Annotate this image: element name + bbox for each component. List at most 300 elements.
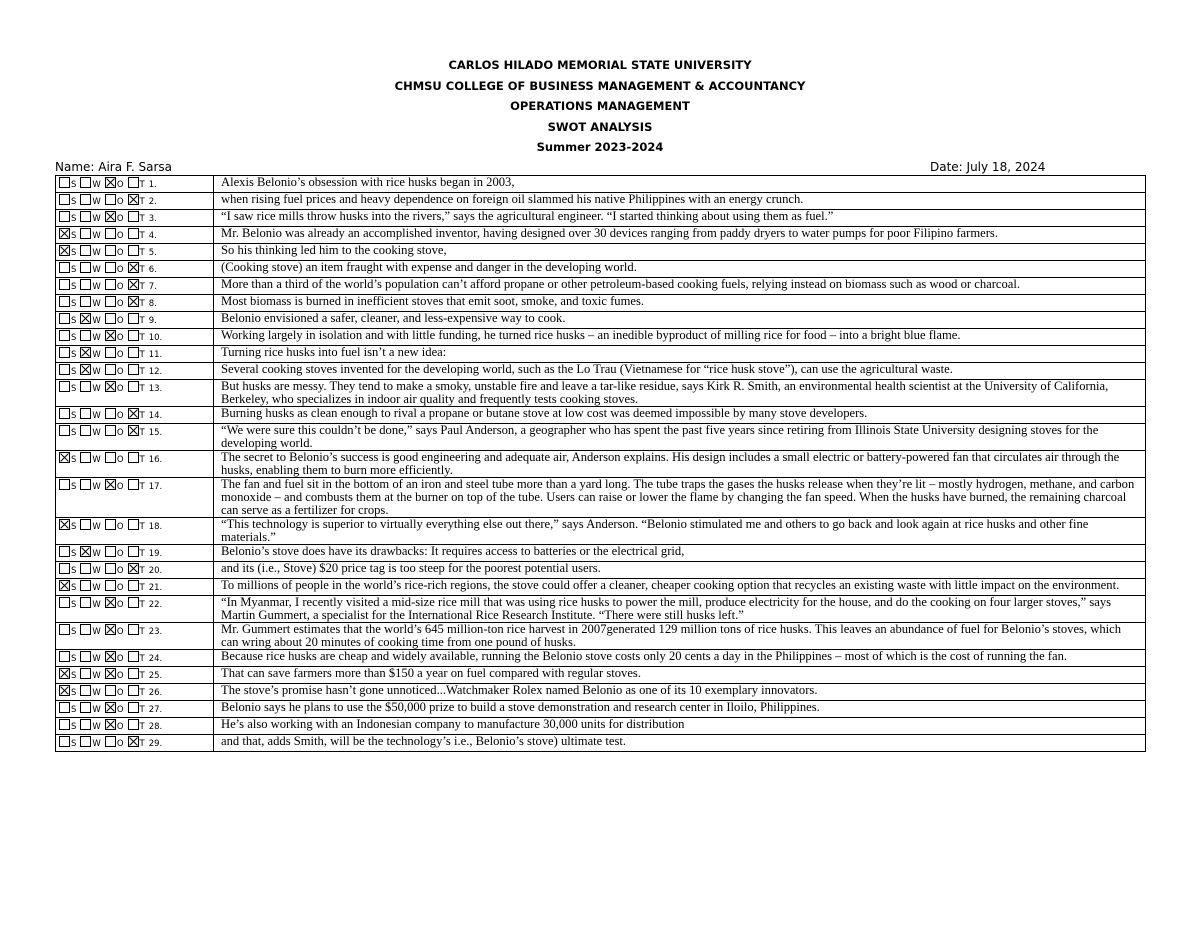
checkbox-t[interactable] [128,563,139,574]
checkbox-t[interactable] [128,245,139,256]
swot-option-t [128,228,148,243]
checkbox-w[interactable] [80,279,91,290]
checkbox-t[interactable] [128,668,139,679]
row-number: 24. [148,654,163,664]
checkbox-label: T [139,384,145,394]
checkbox-s[interactable] [59,211,70,222]
swot-option-o [105,211,127,226]
checkbox-o[interactable] [105,347,116,358]
checkbox-label: W [92,299,101,309]
swot-option-w [80,228,103,243]
checkbox-w[interactable] [80,651,91,662]
statement-text: To millions of people in the world’s rice-rich regions, the stove could offer a cleaner, cheaper cooking option that recycles an existing waste with little impact on the environment. [214,579,1146,596]
checkbox-w[interactable] [80,597,91,608]
swot-row [56,193,1146,210]
swot-option-t [128,563,148,578]
swot-checkbox-group [56,650,214,667]
swot-option-o [105,313,127,328]
checkbox-t[interactable] [128,347,139,358]
swot-option-o [105,736,127,751]
checkbox-s[interactable] [59,194,70,205]
swot-option-w [80,702,103,717]
checkbox-w[interactable] [80,408,91,419]
checkbox-t[interactable] [128,228,139,239]
swot-option-t [128,177,148,192]
checkbox-label: W [92,739,101,749]
checkbox-label: O [116,688,124,698]
swot-option-o [105,719,127,734]
checkbox-label: O [116,482,124,492]
checkbox-o[interactable] [105,279,116,290]
checkbox-o[interactable] [105,580,116,591]
checkbox-label: S [71,248,77,258]
swot-option-t [128,736,148,751]
statement-text: But husks are messy. They tend to make a smoky, unstable fire and leave a tar-like residue, says Kirk R. Smith, an environmental health scientist at the University of California, Berkeley, who specializes in indoor air quality and frequently tests cooking stoves. [214,380,1146,407]
statement-text: Belonio envisioned a safer, cleaner, and less-expensive way to cook. [214,312,1146,329]
row-number: 5. [148,248,157,258]
checkbox-w[interactable] [80,563,91,574]
checkbox-o[interactable] [105,228,116,239]
swot-option-w [80,651,103,666]
statement-text: Belonio’s stove does have its drawbacks: It requires access to batteries or the electrical grid, [214,545,1146,562]
checkbox-label: T [139,522,145,532]
college-name: CHMSU COLLEGE OF BUSINESS MANAGEMENT & ACCOUNTANCY [394,78,806,93]
checkbox-t[interactable] [128,177,139,188]
checkbox-s[interactable] [59,313,70,324]
swot-table [55,175,1146,752]
checkbox-w[interactable] [80,546,91,557]
checkbox-label: O [116,350,124,360]
checkbox-label: S [71,282,77,292]
checkbox-t[interactable] [128,546,139,557]
checkbox-t[interactable] [128,736,139,747]
checkbox-o[interactable] [105,425,116,436]
checkbox-w[interactable] [80,228,91,239]
checkbox-label: O [116,265,124,275]
checkbox-t[interactable] [128,685,139,696]
checkbox-label: O [116,627,124,637]
checkbox-label: S [71,671,77,681]
checkbox-t[interactable] [128,211,139,222]
checkbox-t[interactable] [128,296,139,307]
row-number: 15. [148,428,163,438]
row-number: 4. [148,231,157,241]
checkbox-o[interactable] [105,245,116,256]
checkbox-label: S [71,214,77,224]
checkbox-label: W [92,350,101,360]
swot-option-s [59,347,79,362]
swot-row [56,518,1146,545]
university-name: CARLOS HILADO MEMORIAL STATE UNIVERSITY [448,58,752,72]
checkbox-s[interactable] [59,479,70,490]
swot-option-t [128,347,148,362]
checkbox-o[interactable] [105,702,116,713]
checkbox-s[interactable] [59,381,70,392]
swot-option-t [128,408,148,423]
checkbox-w[interactable] [80,313,91,324]
row-number: 12. [148,367,163,377]
swot-row [56,380,1146,407]
checkbox-s[interactable] [59,597,70,608]
checkbox-label: S [71,384,77,394]
checkbox-label: W [92,384,101,394]
swot-option-s [59,194,79,209]
checkbox-label: O [116,197,124,207]
checkbox-s[interactable] [59,651,70,662]
swot-option-t [128,330,148,345]
checkbox-label: O [116,455,124,465]
statement-text: Belonio says he plans to use the $50,000 prize to build a stove demonstration and research center in Iloilo, Philippines. [214,701,1146,718]
checkbox-w[interactable] [80,580,91,591]
swot-checkbox-group [56,407,214,424]
checkbox-w[interactable] [80,719,91,730]
row-number: 2. [148,197,157,207]
swot-option-w [80,563,103,578]
checkbox-s[interactable] [59,408,70,419]
checkbox-o[interactable] [105,296,116,307]
swot-option-s [59,597,79,612]
swot-row [56,623,1146,650]
checkbox-w[interactable] [80,685,91,696]
checkbox-label: S [71,411,77,421]
checkbox-label: W [92,367,101,377]
checkbox-t[interactable] [128,330,139,341]
checkbox-t[interactable] [128,194,139,205]
swot-checkbox-group [56,329,214,346]
swot-option-w [80,719,103,734]
row-number: 21. [148,583,163,593]
swot-checkbox-group [56,545,214,562]
statement-text: The stove’s promise hasn’t gone unnoticed...Watchmaker Rolex named Belonio as one of its 10 exemplary innovators. [214,684,1146,701]
swot-checkbox-group [56,478,214,518]
checkbox-s[interactable] [59,452,70,463]
statement-text: The fan and fuel sit in the bottom of an iron and steel tube more than a yard long. The tube traps the gases the husks release when they’re lit – mostly hydrogen, methane, and carbon monoxide – and combusts them at the burner on top of the tube. Users can raise or lower the flame by changing the fan speed. When the husks have burned, the remaining charcoal can serve as a fertilizer for crops. [214,478,1146,518]
checkbox-s[interactable] [59,624,70,635]
checkbox-s[interactable] [59,279,70,290]
checkbox-label: O [116,231,124,241]
checkbox-o[interactable] [105,668,116,679]
row-number: 6. [148,265,157,275]
checkbox-label: T [139,654,145,664]
statement-text: Mr. Gummert estimates that the world’s 645 million-ton rice harvest in 2007generated 129 million tons of rice husks. This leaves an abundance of fuel for Belonio’s stoves, which can wring about 20 minutes of cooking time from one pound of husks. [214,623,1146,650]
checkbox-s[interactable] [59,702,70,713]
swot-option-s [59,651,79,666]
swot-option-o [105,228,127,243]
checkbox-s[interactable] [59,330,70,341]
checkbox-label: W [92,627,101,637]
swot-row [56,596,1146,623]
swot-option-t [128,546,148,561]
checkbox-s[interactable] [59,262,70,273]
checkbox-label: O [116,671,124,681]
swot-option-t [128,296,148,311]
checkbox-s[interactable] [59,546,70,557]
checkbox-t[interactable] [128,279,139,290]
swot-option-o [105,177,127,192]
swot-option-t [128,624,148,639]
swot-option-t [128,580,148,595]
swot-option-t [128,425,148,440]
checkbox-label: S [71,705,77,715]
swot-option-s [59,425,79,440]
swot-checkbox-group [56,623,214,650]
row-number: 9. [148,316,157,326]
swot-option-s [59,211,79,226]
checkbox-o[interactable] [105,519,116,530]
checkbox-w[interactable] [80,245,91,256]
checkbox-t[interactable] [128,313,139,324]
checkbox-w[interactable] [80,479,91,490]
swot-checkbox-group [56,210,214,227]
checkbox-o[interactable] [105,313,116,324]
swot-option-t [128,519,148,534]
checkbox-o[interactable] [105,685,116,696]
swot-option-w [80,425,103,440]
statement-text: Burning husks as clean enough to rival a propane or butane stove at low cost was deemed impossible by many stove developers. [214,407,1146,424]
checkbox-s[interactable] [59,668,70,679]
checkbox-label: T [139,248,145,258]
row-number: 7. [148,282,157,292]
swot-option-o [105,597,127,612]
checkbox-s[interactable] [59,245,70,256]
checkbox-s[interactable] [59,519,70,530]
checkbox-s[interactable] [59,347,70,358]
checkbox-label: O [116,549,124,559]
checkbox-w[interactable] [80,624,91,635]
checkbox-o[interactable] [105,546,116,557]
checkbox-label: S [71,739,77,749]
checkbox-t[interactable] [128,580,139,591]
checkbox-o[interactable] [105,364,116,375]
swot-option-t [128,313,148,328]
checkbox-t[interactable] [128,408,139,419]
checkbox-o[interactable] [105,330,116,341]
checkbox-label: T [139,455,145,465]
checkbox-label: W [92,688,101,698]
checkbox-label: S [71,566,77,576]
swot-option-w [80,262,103,277]
checkbox-label: T [139,739,145,749]
checkbox-label: W [92,231,101,241]
checkbox-t[interactable] [128,452,139,463]
statement-text: “This technology is superior to virtually everything else out there,” says Anderson. “Belonio stimulated me and others to go back and look again at rice husks and other fine materials.” [214,518,1146,545]
checkbox-o[interactable] [105,262,116,273]
checkbox-w[interactable] [80,177,91,188]
checkbox-label: S [71,428,77,438]
swot-option-o [105,408,127,423]
swot-option-w [80,313,103,328]
swot-row [56,176,1146,193]
checkbox-s[interactable] [59,425,70,436]
checkbox-w[interactable] [80,330,91,341]
swot-option-w [80,580,103,595]
row-number: 13. [148,384,163,394]
swot-checkbox-group [56,424,214,451]
swot-option-s [59,624,79,639]
checkbox-w[interactable] [80,194,91,205]
checkbox-label: T [139,688,145,698]
checkbox-t[interactable] [128,651,139,662]
checkbox-label: S [71,627,77,637]
checkbox-s[interactable] [59,296,70,307]
swot-option-t [128,245,148,260]
swot-option-t [128,651,148,666]
swot-option-s [59,702,79,717]
swot-option-s [59,546,79,561]
checkbox-label: W [92,316,101,326]
swot-option-t [128,479,148,494]
checkbox-label: T [139,583,145,593]
checkbox-s[interactable] [59,228,70,239]
swot-row [56,650,1146,667]
checkbox-s[interactable] [59,685,70,696]
checkbox-label: S [71,688,77,698]
checkbox-label: O [116,739,124,749]
checkbox-w[interactable] [80,425,91,436]
swot-option-s [59,408,79,423]
swot-checkbox-group [56,278,214,295]
checkbox-s[interactable] [59,719,70,730]
swot-option-t [128,719,148,734]
checkbox-w[interactable] [80,702,91,713]
checkbox-o[interactable] [105,479,116,490]
statement-text: Alexis Belonio’s obsession with rice husks began in 2003, [214,176,1146,193]
checkbox-label: O [116,583,124,593]
checkbox-o[interactable] [105,452,116,463]
swot-option-s [59,296,79,311]
checkbox-label: T [139,549,145,559]
checkbox-o[interactable] [105,624,116,635]
checkbox-o[interactable] [105,177,116,188]
checkbox-t[interactable] [128,719,139,730]
checkbox-s[interactable] [59,563,70,574]
swot-checkbox-group [56,176,214,193]
checkbox-w[interactable] [80,364,91,375]
swot-row [56,562,1146,579]
checkbox-t[interactable] [128,702,139,713]
swot-option-w [80,364,103,379]
checkbox-o[interactable] [105,381,116,392]
swot-option-o [105,624,127,639]
checkbox-t[interactable] [128,262,139,273]
checkbox-label: W [92,411,101,421]
swot-option-o [105,194,127,209]
swot-checkbox-group [56,261,214,278]
swot-option-t [128,262,148,277]
row-number: 8. [148,299,157,309]
swot-option-t [128,597,148,612]
checkbox-label: O [116,411,124,421]
swot-row [56,363,1146,380]
checkbox-o[interactable] [105,597,116,608]
checkbox-t[interactable] [128,519,139,530]
swot-option-w [80,194,103,209]
checkbox-label: O [116,566,124,576]
swot-table-body [56,176,1146,752]
checkbox-s[interactable] [59,177,70,188]
checkbox-label: O [116,705,124,715]
statement-text: Most biomass is burned in inefficient stoves that emit soot, smoke, and toxic fumes. [214,295,1146,312]
checkbox-label: T [139,282,145,292]
swot-checkbox-group [56,735,214,752]
checkbox-label: T [139,600,145,610]
checkbox-label: T [139,671,145,681]
checkbox-o[interactable] [105,563,116,574]
swot-option-s [59,479,79,494]
checkbox-s[interactable] [59,736,70,747]
checkbox-t[interactable] [128,364,139,375]
swot-row [56,451,1146,478]
checkbox-w[interactable] [80,381,91,392]
checkbox-w[interactable] [80,347,91,358]
checkbox-t[interactable] [128,597,139,608]
checkbox-o[interactable] [105,736,116,747]
swot-option-w [80,519,103,534]
swot-option-s [59,685,79,700]
checkbox-label: W [92,282,101,292]
checkbox-t[interactable] [128,624,139,635]
checkbox-label: T [139,566,145,576]
checkbox-w[interactable] [80,452,91,463]
swot-option-s [59,177,79,192]
swot-option-w [80,668,103,683]
checkbox-w[interactable] [80,296,91,307]
checkbox-t[interactable] [128,381,139,392]
swot-option-o [105,563,127,578]
checkbox-label: O [116,522,124,532]
swot-option-s [59,262,79,277]
swot-option-o [105,381,127,396]
swot-row [56,718,1146,735]
row-number: 1. [148,180,157,190]
swot-option-t [128,685,148,700]
checkbox-label: O [116,248,124,258]
swot-option-s [59,245,79,260]
checkbox-w[interactable] [80,668,91,679]
checkbox-o[interactable] [105,651,116,662]
checkbox-o[interactable] [105,194,116,205]
checkbox-o[interactable] [105,408,116,419]
checkbox-label: T [139,231,145,241]
checkbox-label: S [71,722,77,732]
checkbox-label: T [139,214,145,224]
swot-checkbox-group [56,684,214,701]
checkbox-label: W [92,428,101,438]
checkbox-t[interactable] [128,479,139,490]
statement-text: “In Myanmar, I recently visited a mid-size rice mill that was using rice husks to power the mill, produce electricity for the house, and do the cooking on four larger stoves,” says Martin Gummert, a specialist for the International Rice Research Institute. “There were still husks left.” [214,596,1146,623]
swot-option-o [105,347,127,362]
swot-option-w [80,211,103,226]
checkbox-s[interactable] [59,364,70,375]
row-number: 14. [148,411,163,421]
swot-option-w [80,245,103,260]
checkbox-o[interactable] [105,719,116,730]
swot-option-w [80,452,103,467]
checkbox-w[interactable] [80,211,91,222]
checkbox-w[interactable] [80,519,91,530]
swot-option-t [128,211,148,226]
checkbox-s[interactable] [59,580,70,591]
checkbox-label: O [116,299,124,309]
swot-option-w [80,347,103,362]
checkbox-t[interactable] [128,425,139,436]
checkbox-o[interactable] [105,211,116,222]
swot-checkbox-group [56,451,214,478]
checkbox-label: S [71,654,77,664]
checkbox-w[interactable] [80,736,91,747]
checkbox-w[interactable] [80,262,91,273]
swot-row [56,329,1146,346]
